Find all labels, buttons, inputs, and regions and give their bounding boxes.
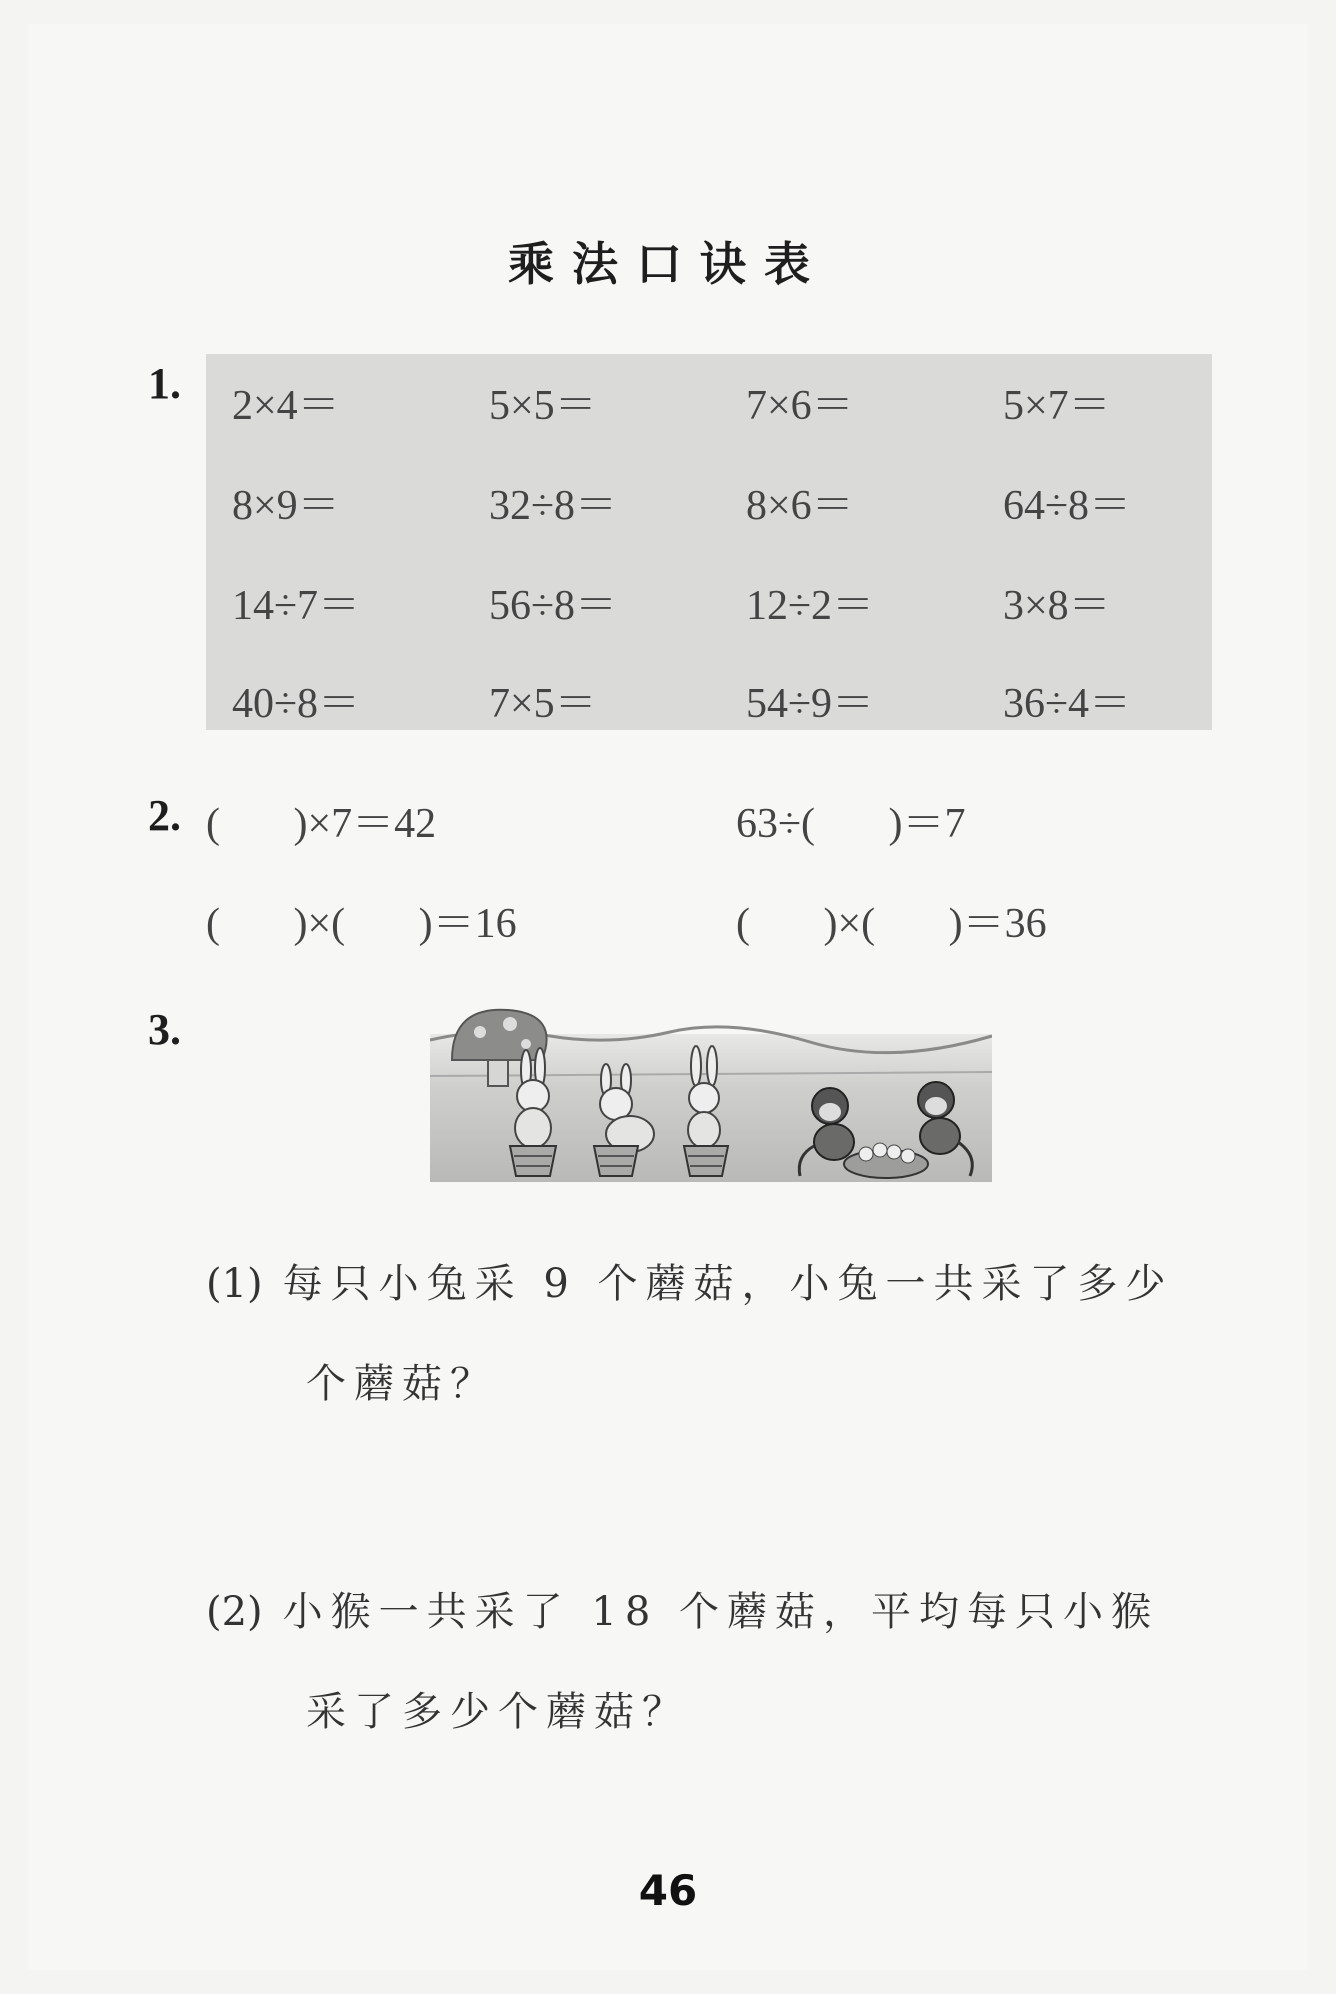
q2-equation-2: 63÷( )＝7 bbox=[736, 801, 966, 847]
q1-cell: 5×5＝ bbox=[489, 383, 597, 429]
basket-icon bbox=[594, 1146, 638, 1176]
q1-exercise-box bbox=[206, 354, 1212, 730]
q1-cell: 40÷8＝ bbox=[232, 681, 361, 727]
q1-cell: 5×7＝ bbox=[1003, 383, 1111, 429]
question-3-number: 3. bbox=[148, 1005, 181, 1054]
q3-sub2-line2: 采了多少个蘑菇？ bbox=[306, 1689, 690, 1735]
basket-icon bbox=[510, 1146, 556, 1176]
q1-cell: 8×9＝ bbox=[232, 483, 340, 529]
q2-equation-3: ( )×( )＝16 bbox=[206, 901, 517, 947]
q1-cell: 32÷8＝ bbox=[489, 483, 618, 529]
q1-cell: 64÷8＝ bbox=[1003, 483, 1132, 529]
page-sheet bbox=[28, 24, 1308, 1970]
q3-sub1-label: (1) bbox=[206, 1261, 263, 1307]
q3-subquestion-2 bbox=[206, 1580, 1159, 1637]
rabbits-and-monkeys-illustration bbox=[430, 1006, 992, 1182]
question-2-number: 2. bbox=[148, 791, 181, 840]
q1-cell: 36÷4＝ bbox=[1003, 681, 1132, 727]
basket-icon bbox=[684, 1146, 728, 1176]
q3-sub1-line1: 每只小兔采 9 个蘑菇，小兔一共采了多少 bbox=[282, 1261, 1174, 1307]
q1-cell: 7×5＝ bbox=[489, 681, 597, 727]
q1-cell: 56÷8＝ bbox=[489, 583, 618, 629]
q1-cell: 54÷9＝ bbox=[746, 681, 875, 727]
q1-cell: 14÷7＝ bbox=[232, 583, 361, 629]
q3-sub2-label: (2) bbox=[206, 1589, 263, 1635]
q3-sub2-line1: 小猴一共采了 18 个蘑菇，平均每只小猴 bbox=[282, 1589, 1159, 1635]
q1-cell: 12÷2＝ bbox=[746, 583, 875, 629]
q1-cell: 7×6＝ bbox=[746, 383, 854, 429]
q1-cell: 8×6＝ bbox=[746, 483, 854, 529]
page-title: 乘法口诀表 bbox=[508, 237, 828, 291]
q1-cell: 3×8＝ bbox=[1003, 583, 1111, 629]
question-1-number: 1. bbox=[148, 359, 181, 408]
q3-sub1-line2: 个蘑菇？ bbox=[306, 1361, 498, 1407]
q3-subquestion-1 bbox=[206, 1252, 1174, 1309]
q1-cell: 2×4＝ bbox=[232, 383, 340, 429]
q2-equation-1: ( )×7＝42 bbox=[206, 801, 437, 847]
page-number: 46 bbox=[638, 1866, 698, 1915]
q2-equation-4: ( )×( )＝36 bbox=[736, 901, 1047, 947]
